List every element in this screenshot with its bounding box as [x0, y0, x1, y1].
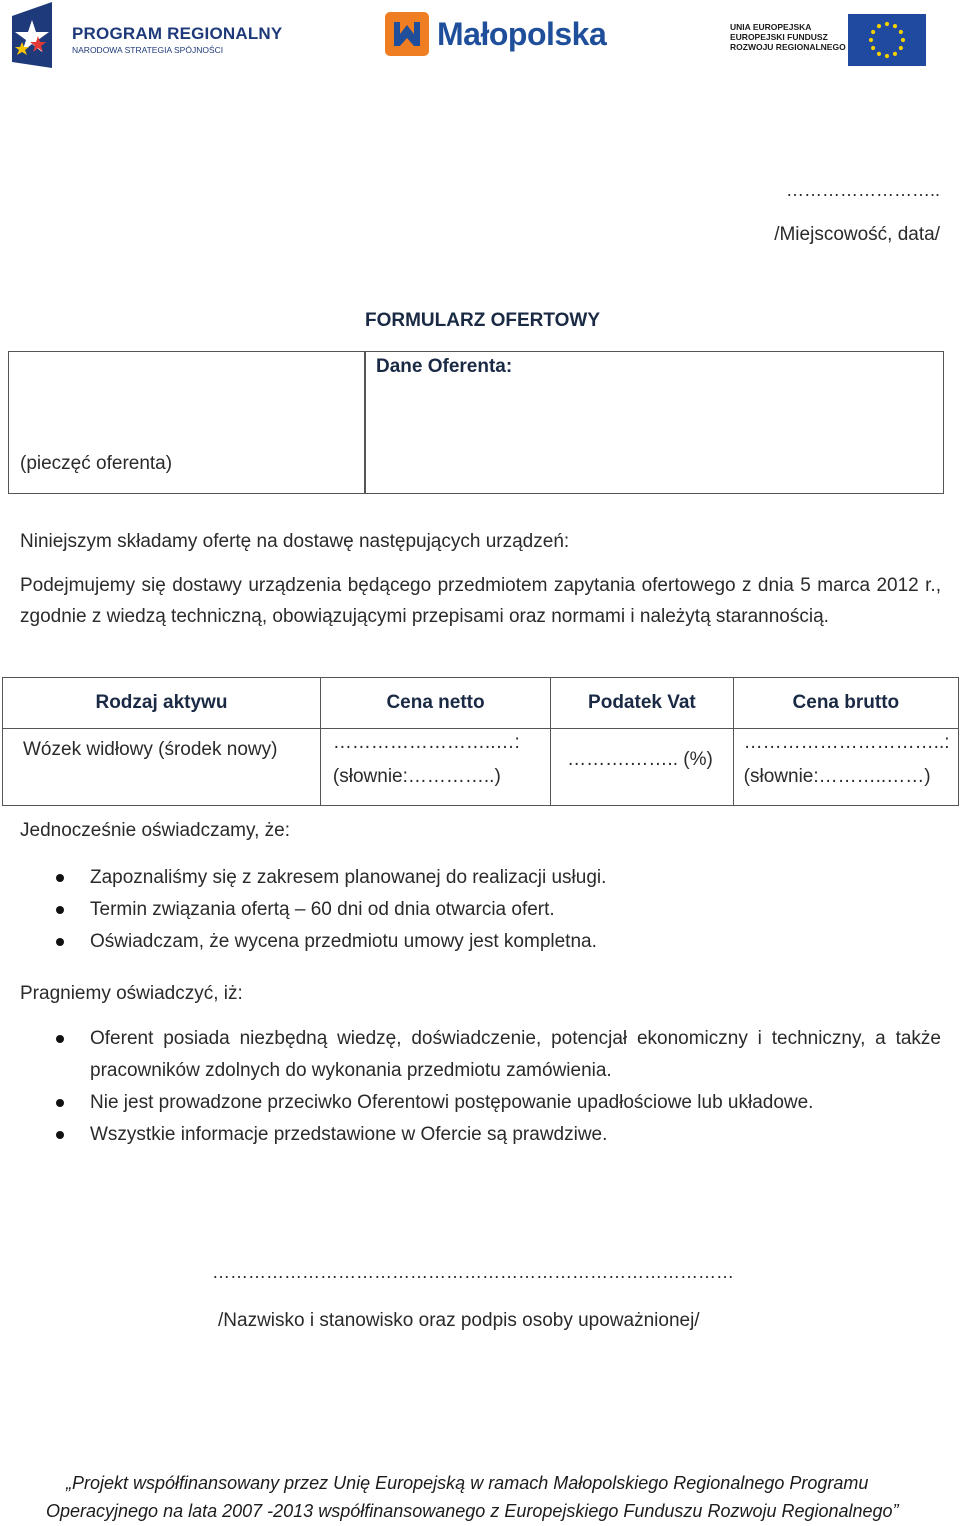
wish-text: Oferent posiada niezbędną wiedzę, doświadczenie, potencjał ekonomiczny i techniczny, a także pracowników zdolnych do wykonania przedmiotu zamówienia. [90, 1028, 941, 1081]
declarations-intro: Jednocześnie oświadczamy, że: [20, 820, 290, 841]
netto-amount: ……………………..…: [332, 732, 520, 753]
eu-star-icon [871, 46, 875, 50]
netto-words: (słownie:…………..) [332, 766, 501, 787]
place-date-dots: …………………….. [785, 180, 940, 200]
footer-line1: „Projekt współfinansowany przez Unię Europejską w ramach Małopolskiego Regionalnego Programu [66, 1473, 869, 1493]
malopolska-logo [385, 12, 610, 60]
vat-cell[interactable] [551, 729, 734, 806]
eu-line3: ROZWOJU REGIONALNEGO [730, 42, 846, 52]
eu-star-icon [877, 52, 881, 56]
bullet-icon [56, 874, 64, 882]
eu-star-icon [871, 30, 875, 34]
signature-dots: …………………………………………………………………………… [212, 1262, 734, 1282]
brutto-words: (słownie:………..……) [743, 766, 931, 787]
bullet-icon [56, 1099, 64, 1107]
bullet-icon [56, 1035, 64, 1043]
asset-cell [3, 729, 321, 806]
malopolska-text: Małopolska [437, 16, 607, 52]
program-regionalny-logo [12, 2, 282, 70]
eu-logo [730, 14, 926, 66]
commitment-paragraph: Podejmujemy się dostawy urządzenia będącego przedmiotem zapytania ofertowego z dnia 5 marca 2012 r., zgodnie z wiedzą techniczną, obowiązującymi przepisami oraz normami i należytą starannością. [20, 575, 941, 627]
declaration-text: Oświadczam, że wycena przedmiotu umowy jest kompletna. [90, 931, 597, 952]
eu-star-icon [899, 46, 903, 50]
declaration-text: Zapoznaliśmy się z zakresem planowanej do realizacji usługi. [90, 867, 607, 888]
table-header-row [3, 678, 959, 729]
list-item [0, 1023, 941, 1087]
eu-line1: UNIA EUROPEJSKA [730, 22, 812, 32]
wish-text: Wszystkie informacje przedstawione w Ofercie są prawdziwe. [90, 1124, 608, 1145]
eu-line2: EUROPEJSKI FUNDUSZ [730, 32, 828, 42]
eu-flag-icon [848, 14, 926, 66]
eu-star-icon [893, 24, 897, 28]
eu-star-icon [877, 24, 881, 28]
form-title: FORMULARZ OFERTOWY [365, 310, 601, 331]
col-header-netto: Cena netto [320, 678, 550, 729]
asset-name: Wózek widłowy (środek nowy) [23, 739, 278, 760]
bullet-icon [56, 938, 64, 946]
brutto-amount: …………………………..: [743, 732, 950, 753]
intro-text: Niniejszym składamy ofertę na dostawę następujących urządzeń: [20, 531, 570, 552]
wish-intro: Pragniemy oświadczyć, iż: [20, 983, 243, 1004]
list-item [0, 1119, 941, 1151]
price-table [2, 677, 959, 806]
vat-amount: ……….…….. (%) [567, 749, 713, 770]
wish-list [0, 1023, 941, 1151]
oferent-stamp-label: (pieczęć oferenta) [20, 453, 173, 474]
col-header-vat: Podatek Vat [551, 678, 734, 729]
program-regionalny-text: PROGRAM REGIONALNY [72, 24, 283, 43]
col-header-asset: Rodzaj aktywu [3, 678, 321, 729]
list-item [0, 926, 606, 958]
eu-star-icon [885, 22, 889, 26]
eu-star-icon [869, 38, 873, 42]
eu-star-icon [893, 52, 897, 56]
list-item [0, 862, 606, 894]
oferent-data-label: Dane Oferenta: [376, 356, 513, 377]
table-row [3, 729, 959, 806]
declaration-text: Termin związania ofertą – 60 dni od dnia otwarcia ofert. [90, 899, 555, 920]
brutto-cell[interactable] [733, 729, 958, 806]
col-header-brutto: Cena brutto [733, 678, 958, 729]
bullet-icon [56, 1131, 64, 1139]
place-date-label: /Miejscowość, data/ [774, 224, 940, 245]
signature-label: /Nazwisko i stanowisko oraz podpis osoby upoważnionej/ [218, 1310, 700, 1331]
program-star-icon [12, 2, 68, 68]
footer-line2: Operacyjnego na lata 2007 -2013 współfinansowanego z Europejskiego Funduszu Rozwoju Regionalnego” [46, 1501, 899, 1521]
wish-text: Nie jest prowadzone przeciwko Oferentowi postępowanie upadłościowe lub układowe. [90, 1092, 814, 1113]
list-item [0, 894, 606, 926]
list-item [0, 1087, 941, 1119]
bullet-icon [56, 906, 64, 914]
eu-star-icon [885, 54, 889, 58]
eu-star-icon [901, 38, 905, 42]
eu-text [730, 22, 846, 52]
declarations-list [0, 862, 606, 958]
oferent-divider [364, 351, 366, 494]
narodowa-strategia-text: NARODOWA STRATEGIA SPÓJNOŚCI [72, 45, 224, 55]
eu-star-icon [899, 30, 903, 34]
netto-cell[interactable] [320, 729, 550, 806]
malopolska-emblem-icon [385, 12, 429, 56]
